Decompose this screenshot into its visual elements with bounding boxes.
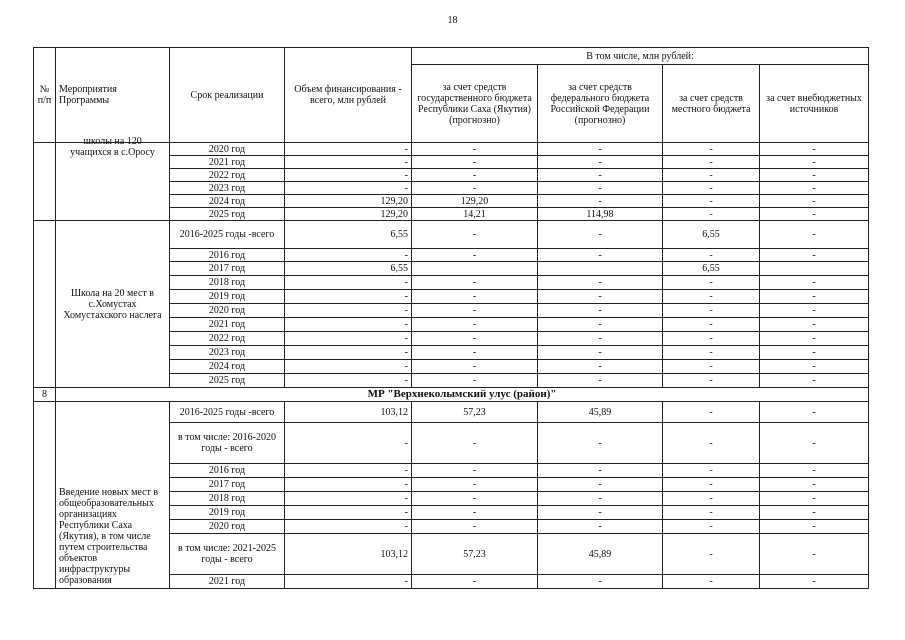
federal-budget-cell: - [538, 221, 663, 249]
federal-budget-cell: - [538, 276, 663, 290]
federal-budget-cell: - [538, 464, 663, 478]
row-number-cell [34, 143, 56, 221]
total-cell: 129,20 [285, 208, 412, 221]
total-cell: - [285, 143, 412, 156]
state-budget-cell: - [412, 156, 538, 169]
total-cell: - [285, 464, 412, 478]
federal-budget-cell: - [538, 492, 663, 506]
local-budget-cell: - [663, 534, 760, 575]
total-cell: 103,12 [285, 402, 412, 423]
state-budget-cell: - [412, 492, 538, 506]
federal-budget-cell: 45,89 [538, 402, 663, 423]
extra-budget-cell: - [760, 575, 869, 589]
header-extra-budget: за счет внебюджетных источников [760, 65, 869, 143]
total-cell: - [285, 304, 412, 318]
period-cell: 2016 год [170, 464, 285, 478]
extra-budget-cell: - [760, 360, 869, 374]
period-cell: 2024 год [170, 360, 285, 374]
extra-budget-cell: - [760, 346, 869, 360]
local-budget-cell: - [663, 156, 760, 169]
local-budget-cell: - [663, 208, 760, 221]
local-budget-cell: - [663, 575, 760, 589]
extra-budget-cell: - [760, 520, 869, 534]
extra-budget-cell: - [760, 276, 869, 290]
measure-name: учащихся в с.Оросу [70, 147, 155, 158]
total-cell: - [285, 346, 412, 360]
state-budget-cell: - [412, 520, 538, 534]
total-cell: - [285, 374, 412, 388]
header-including: В том числе, млн рублей: [412, 48, 869, 65]
period-cell: 2016-2025 годы -всего [170, 402, 285, 423]
federal-budget-cell: - [538, 575, 663, 589]
local-budget-cell: - [663, 346, 760, 360]
state-budget-cell: - [412, 360, 538, 374]
state-budget-cell: - [412, 304, 538, 318]
header-local-budget: за счет средств местного бюджета [663, 65, 760, 143]
row-number-cell [34, 221, 56, 388]
measure-name-cut: школы на 120 [83, 136, 142, 147]
total-cell: - [285, 332, 412, 346]
federal-budget-cell: - [538, 360, 663, 374]
page-number: 18 [447, 15, 458, 26]
total-cell: 103,12 [285, 534, 412, 575]
period-cell: 2021 год [170, 575, 285, 589]
local-budget-cell: - [663, 423, 760, 464]
federal-budget-cell: - [538, 346, 663, 360]
local-budget-cell: 6,55 [663, 221, 760, 249]
total-cell: - [285, 249, 412, 262]
state-budget-cell: - [412, 169, 538, 182]
header-state-budget: за счет средств государственного бюджета Республики Саха (Якутия) (прогнозно) [412, 65, 538, 143]
federal-budget-cell: - [538, 506, 663, 520]
total-cell: - [285, 318, 412, 332]
local-budget-cell: 6,55 [663, 262, 760, 276]
period-cell: 2023 год [170, 346, 285, 360]
extra-budget-cell: - [760, 169, 869, 182]
period-cell: 2020 год [170, 520, 285, 534]
federal-budget-cell: - [538, 290, 663, 304]
federal-budget-cell: 45,89 [538, 534, 663, 575]
state-budget-cell: 14,21 [412, 208, 538, 221]
local-budget-cell: - [663, 332, 760, 346]
local-budget-cell: - [663, 143, 760, 156]
period-cell: 2018 год [170, 492, 285, 506]
local-budget-cell: - [663, 374, 760, 388]
period-cell: 2016-2025 годы -всего [170, 221, 285, 249]
federal-budget-cell: - [538, 249, 663, 262]
local-budget-cell: - [663, 169, 760, 182]
total-cell: - [285, 276, 412, 290]
period-cell: 2020 год [170, 304, 285, 318]
extra-budget-cell [760, 262, 869, 276]
period-cell: 2022 год [170, 169, 285, 182]
federal-budget-cell: - [538, 318, 663, 332]
federal-budget-cell: - [538, 182, 663, 195]
header-period: Срок реализации [170, 48, 285, 143]
state-budget-cell: - [412, 290, 538, 304]
federal-budget-cell: - [538, 169, 663, 182]
local-budget-cell: - [663, 360, 760, 374]
extra-budget-cell: - [760, 374, 869, 388]
extra-budget-cell: - [760, 304, 869, 318]
state-budget-cell: - [412, 143, 538, 156]
federal-budget-cell: - [538, 332, 663, 346]
total-cell: - [285, 520, 412, 534]
extra-budget-cell: - [760, 464, 869, 478]
section-title: МР "Верхнеколымский улус (район)" [56, 388, 869, 402]
header-measures: Мероприятия Программы [56, 48, 170, 143]
measure-cell [56, 221, 170, 388]
period-cell: 2020 год [170, 143, 285, 156]
table-row [34, 402, 869, 423]
measure-cell [56, 402, 170, 589]
state-budget-cell: - [412, 182, 538, 195]
federal-budget-cell: - [538, 304, 663, 318]
extra-budget-cell: - [760, 478, 869, 492]
local-budget-cell: - [663, 249, 760, 262]
extra-budget-cell: - [760, 534, 869, 575]
extra-budget-cell: - [760, 249, 869, 262]
period-cell: 2018 год [170, 276, 285, 290]
total-cell: - [285, 182, 412, 195]
extra-budget-cell: - [760, 221, 869, 249]
total-cell: - [285, 423, 412, 464]
extra-budget-cell: - [760, 143, 869, 156]
federal-budget-cell: 114,98 [538, 208, 663, 221]
state-budget-cell: 129,20 [412, 195, 538, 208]
header-volume: Объем финансирования - всего, млн рублей [285, 48, 412, 143]
extra-budget-cell: - [760, 423, 869, 464]
header-num: № п/п [34, 48, 56, 143]
total-cell: - [285, 478, 412, 492]
total-cell: - [285, 290, 412, 304]
total-cell: - [285, 169, 412, 182]
total-cell: 6,55 [285, 221, 412, 249]
period-cell: 2023 год [170, 182, 285, 195]
period-cell: 2025 год [170, 374, 285, 388]
extra-budget-cell: - [760, 208, 869, 221]
state-budget-cell: - [412, 332, 538, 346]
period-cell: 2017 год [170, 262, 285, 276]
extra-budget-cell: - [760, 332, 869, 346]
state-budget-cell: - [412, 575, 538, 589]
state-budget-cell: - [412, 374, 538, 388]
period-cell: 2017 год [170, 478, 285, 492]
period-cell: 2021 год [170, 318, 285, 332]
state-budget-cell: - [412, 423, 538, 464]
local-budget-cell: - [663, 276, 760, 290]
total-cell: - [285, 506, 412, 520]
measure-name: Введение новых мест в общеобразовательных организациях Республики Саха (Якутия), в том числе путем строительства объектов инфраструктуры образования [59, 487, 159, 586]
section-number: 8 [34, 388, 56, 402]
extra-budget-cell: - [760, 402, 869, 423]
federal-budget-cell: - [538, 374, 663, 388]
period-cell: в том числе: 2016-2020 годы - всего [170, 423, 285, 464]
row-number-cell [34, 402, 56, 589]
period-cell: в том числе: 2021-2025 годы - всего [170, 534, 285, 575]
local-budget-cell: - [663, 402, 760, 423]
table-row [34, 143, 869, 156]
local-budget-cell: - [663, 492, 760, 506]
federal-budget-cell: - [538, 156, 663, 169]
period-cell: 2025 год [170, 208, 285, 221]
period-cell: 2024 год [170, 195, 285, 208]
local-budget-cell: - [663, 520, 760, 534]
extra-budget-cell: - [760, 156, 869, 169]
extra-budget-cell: - [760, 506, 869, 520]
extra-budget-cell: - [760, 195, 869, 208]
total-cell: - [285, 492, 412, 506]
federal-budget-cell: - [538, 143, 663, 156]
measure-cell [56, 136, 170, 221]
local-budget-cell: - [663, 506, 760, 520]
total-cell: 129,20 [285, 195, 412, 208]
state-budget-cell: - [412, 478, 538, 492]
state-budget-cell: - [412, 276, 538, 290]
extra-budget-cell: - [760, 492, 869, 506]
state-budget-cell [412, 262, 538, 276]
federal-budget-cell: - [538, 478, 663, 492]
state-budget-cell: - [412, 221, 538, 249]
table-row [34, 221, 869, 249]
period-cell: 2019 год [170, 290, 285, 304]
period-cell: 2022 год [170, 332, 285, 346]
total-cell: - [285, 575, 412, 589]
state-budget-cell: - [412, 346, 538, 360]
federal-budget-cell: - [538, 423, 663, 464]
state-budget-cell: 57,23 [412, 402, 538, 423]
local-budget-cell: - [663, 304, 760, 318]
federal-budget-cell: - [538, 195, 663, 208]
state-budget-cell: - [412, 318, 538, 332]
extra-budget-cell: - [760, 182, 869, 195]
total-cell: - [285, 156, 412, 169]
local-budget-cell: - [663, 478, 760, 492]
extra-budget-cell: - [760, 290, 869, 304]
federal-budget-cell [538, 262, 663, 276]
state-budget-cell: - [412, 506, 538, 520]
period-cell: 2016 год [170, 249, 285, 262]
measure-name: Школа на 20 мест в с.Хомустах Хомустахского наслега [63, 287, 162, 321]
total-cell: - [285, 360, 412, 374]
local-budget-cell: - [663, 195, 760, 208]
financing-table [33, 47, 869, 589]
local-budget-cell: - [663, 182, 760, 195]
state-budget-cell: 57,23 [412, 534, 538, 575]
period-cell: 2019 год [170, 506, 285, 520]
state-budget-cell: - [412, 464, 538, 478]
section-row [34, 388, 869, 402]
period-cell: 2021 год [170, 156, 285, 169]
federal-budget-cell: - [538, 520, 663, 534]
local-budget-cell: - [663, 318, 760, 332]
header-federal-budget: за счет средств федерального бюджета Российской Федерации (прогнозно) [538, 65, 663, 143]
state-budget-cell: - [412, 249, 538, 262]
local-budget-cell: - [663, 464, 760, 478]
local-budget-cell: - [663, 290, 760, 304]
extra-budget-cell: - [760, 318, 869, 332]
total-cell: 6,55 [285, 262, 412, 276]
